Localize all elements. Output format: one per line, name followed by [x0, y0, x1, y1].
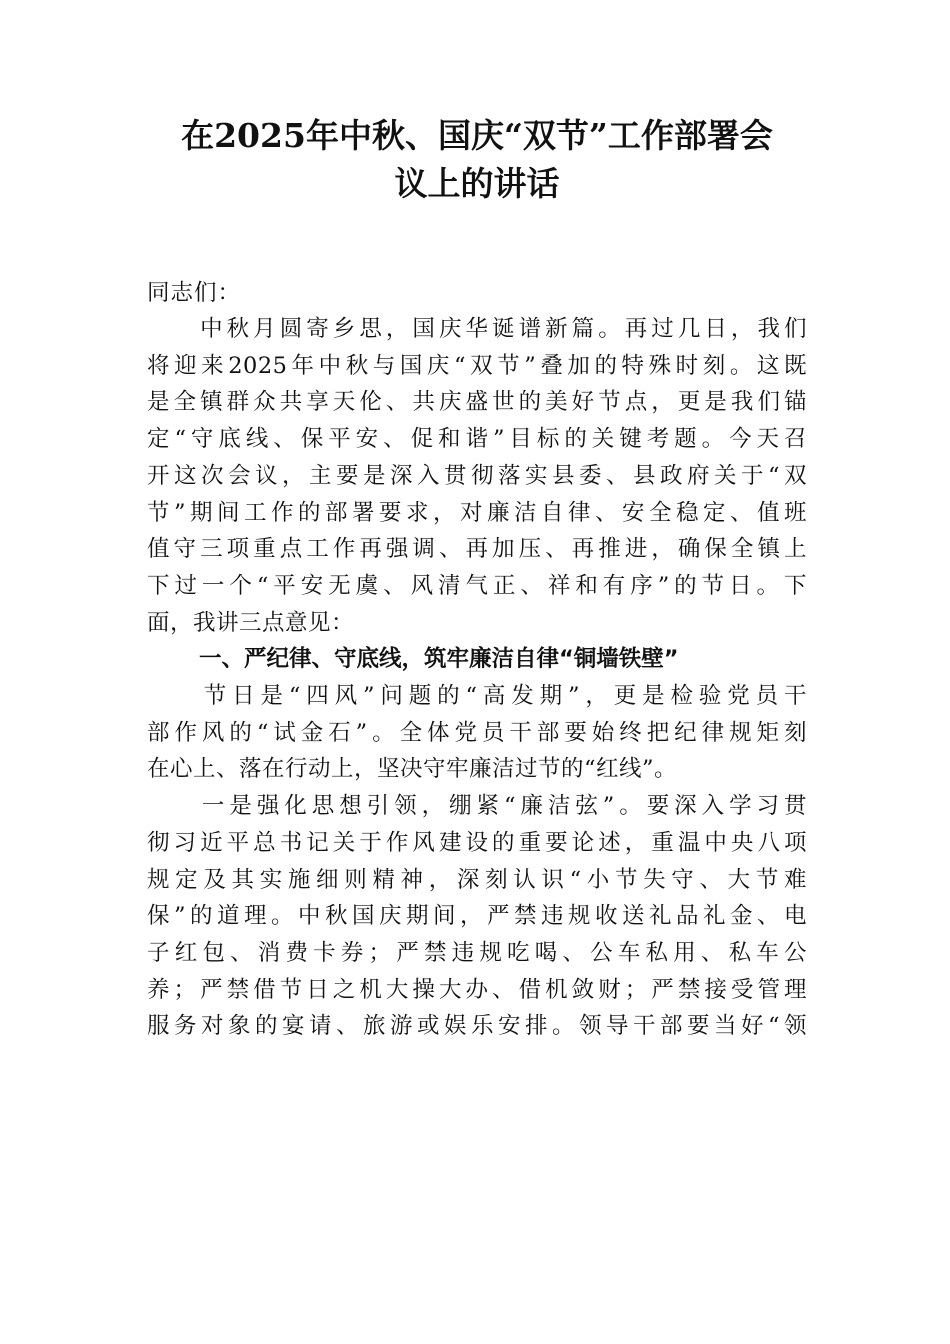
text-line: 部作风的“试金石”。全体党员干部要始终把纪律规矩刻: [147, 719, 807, 746]
document-title: [147, 112, 807, 208]
salutation: 同志们：: [147, 280, 242, 306]
text-line: 在心上、落在行动上，坚决守牢廉洁过节的“红线”。: [147, 756, 678, 783]
text-line: 中秋月圆寄乡思，国庆华诞谱新篇。再过几日，我们: [147, 316, 807, 342]
text-line: 面，我讲三点意见：: [147, 609, 355, 636]
text-line: 养；严禁借节日之机大操大办、借机敛财；严禁接受管理: [147, 976, 807, 1003]
text-line: 节日是“四风”问题的“高发期”，更是检验党员干: [147, 683, 807, 710]
section-1-heading: 一、严纪律、守底线，筑牢廉洁自律“铜墙铁壁”: [199, 646, 679, 673]
text-line: 是全镇群众共享天伦、共庆盛世的美好节点，更是我们锚: [147, 389, 807, 416]
text-line: 将迎来2025年中秋与国庆“双节”叠加的特殊时刻。这既: [147, 352, 807, 379]
text-line: 彻习近平总书记关于作风建设的重要论述，重温中央八项: [147, 829, 807, 856]
text-line: 定“守底线、保平安、促和谐”目标的关键考题。今天召: [147, 426, 807, 453]
text-line: 开这次会议，主要是深入贯彻落实县委、县政府关于“双: [147, 462, 807, 489]
title-line-2: 议上的讲话: [394, 164, 560, 203]
text-line: 一是强化思想引领，绷紧“廉洁弦”。要深入学习贯: [147, 793, 807, 820]
text-line: 保”的道理。中秋国庆期间，严禁违规收送礼品礼金、电: [147, 903, 807, 930]
text-line: 服务对象的宴请、旅游或娱乐安排。领导干部要当好“领: [147, 1013, 807, 1040]
text-line: 子红包、消费卡券；严禁违规吃喝、公车私用、私车公: [147, 939, 807, 966]
text-line: 下过一个“平安无虞、风清气正、祥和有序”的节日。下: [147, 572, 807, 599]
title-line-1: 在2025年中秋、国庆“双节”工作部署会: [181, 116, 773, 155]
text-line: 节”期间工作的部署要求，对廉洁自律、安全稳定、值班: [147, 499, 807, 526]
intro-paragraph: [147, 311, 807, 641]
text-line: 值守三项重点工作再强调、再加压、再推进，确保全镇上: [147, 536, 807, 563]
point-1-paragraph: [147, 788, 807, 1045]
text-line: 规定及其实施细则精神，深刻认识“小节失守、大节难: [147, 866, 807, 893]
document-page: [147, 112, 807, 1045]
section-1-paragraph: [147, 678, 807, 788]
